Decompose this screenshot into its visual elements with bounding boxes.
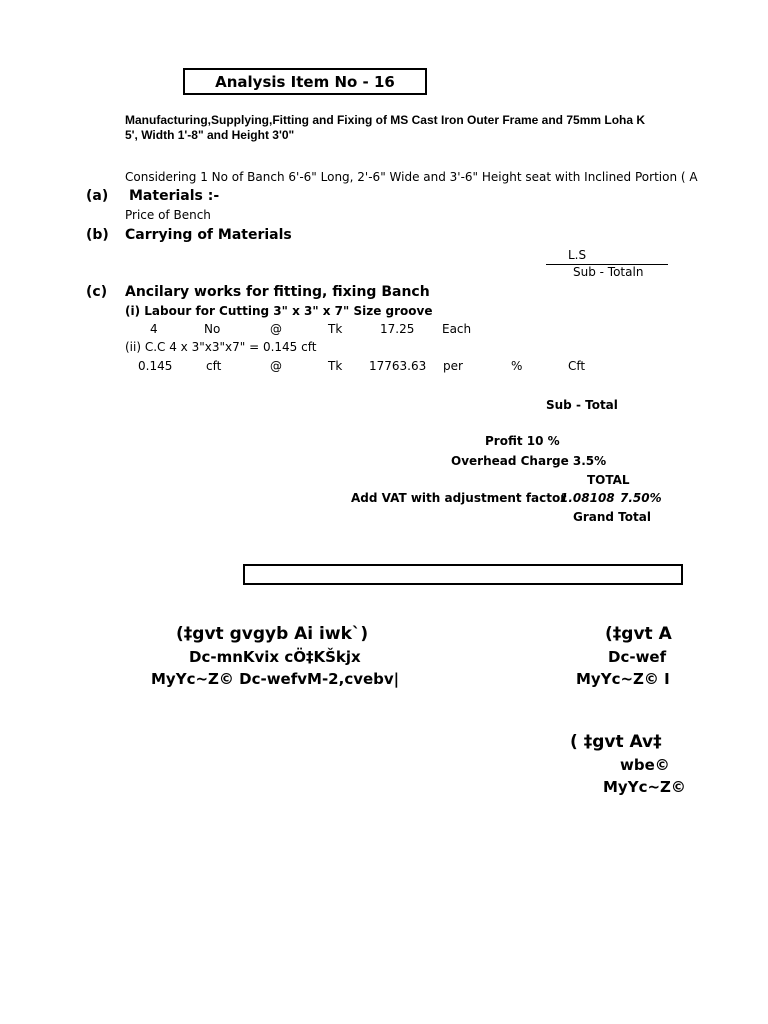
description-line-1: Manufacturing,Supplying,Fitting and Fixing of MS Cast Iron Outer Frame and 75mm Loha K (125, 113, 646, 127)
section-b-label: (b) (86, 227, 109, 243)
ls-label: L.S (568, 248, 587, 262)
cc-work: (ii) C.C 4 x 3"x3"x7" = 0.145 cft (125, 340, 317, 354)
signature-bottom-office: MyYc~Z© (603, 778, 686, 796)
total-label: TOTAL (587, 473, 630, 487)
row2-unit2: Cft (568, 359, 586, 373)
signature-right-title: Dc-wef (608, 648, 667, 666)
row2-per: per (443, 359, 463, 373)
signature-right-name: (‡gvt A (605, 624, 672, 644)
title-box (183, 68, 427, 95)
overhead-label: Overhead Charge 3.5% (451, 454, 607, 468)
row2-unit: cft (206, 359, 222, 373)
section-c-heading: Ancilary works for fitting, fixing Banch (125, 284, 430, 300)
signature-bottom-name: ( ‡gvt Av‡ (570, 732, 662, 752)
amount-in-words-box (243, 564, 683, 585)
signature-left-name: (‡gvt gvgyb Ai iwk`) (176, 624, 369, 644)
section-c-label: (c) (86, 284, 108, 300)
section-b-heading: Carrying of Materials (125, 227, 292, 243)
row1-qty: 4 (150, 322, 158, 336)
signature-left-title: Dc-mnKvix cÖ‡KŠkjx (189, 648, 361, 666)
labour-cutting: (i) Labour for Cutting 3" x 3" x 7" Size groove (125, 304, 433, 318)
signature-bottom-title: wbe© (620, 756, 670, 774)
price-of-bench: Price of Bench (125, 208, 211, 222)
row1-currency: Tk (328, 322, 343, 336)
section-a-label: (a) (86, 188, 109, 204)
vat-label: Add VAT with adjustment factor (351, 491, 567, 505)
section-a-heading: Materials :- (129, 188, 220, 204)
row2-at: @ (270, 359, 282, 373)
subtotal-c: Sub - Total (546, 398, 618, 412)
row1-at: @ (270, 322, 282, 336)
signature-left-office: MyYc~Z© Dc-wefvM-2,cvebv| (151, 670, 400, 688)
row2-currency: Tk (328, 359, 343, 373)
description-line-2: 5', Width 1'-8" and Height 3'0" (125, 128, 295, 142)
profit-label: Profit 10 % (485, 434, 560, 448)
vat-factor: 1.08108 (560, 491, 615, 505)
subtotal-b: Sub - Totaln (573, 265, 644, 279)
row2-percent: % (511, 359, 523, 373)
row1-unit: No (204, 322, 221, 336)
page-title: Analysis Item No - 16 (215, 72, 395, 91)
signature-right-office: MyYc~Z© I (576, 670, 670, 688)
row1-rate: 17.25 (380, 322, 415, 336)
row2-qty: 0.145 (138, 359, 173, 373)
considering-text: Considering 1 No of Banch 6'-6" Long, 2'-6" Wide and 3'-6" Height seat with Inclined Portion ( A (125, 170, 698, 184)
row1-per: Each (442, 322, 472, 336)
grand-total-label: Grand Total (573, 510, 651, 524)
vat-rate: 7.50% (620, 491, 662, 505)
row2-rate: 17763.63 (369, 359, 427, 373)
